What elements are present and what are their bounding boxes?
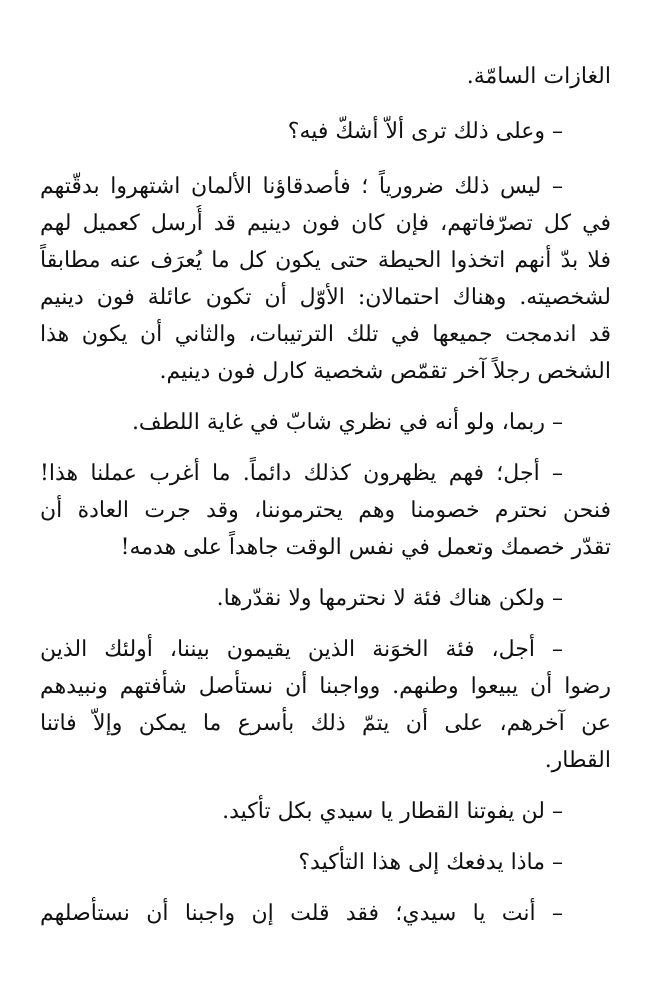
text-line: – أجل؛ فهم يظهرون كذلك دائماً. ما أغرب عملنا هذا! (40, 461, 563, 486)
text-line: القطار. (544, 748, 611, 773)
paragraph-9 (40, 844, 611, 881)
text-line: فلا بدّ أنهم اتخذوا الحيطة حتى يكون كل ما يُعرَف عنه مطابقاً (40, 248, 611, 273)
paragraph-8 (40, 793, 611, 830)
text-line: عن آخرهم، على أن يتمّ ذلك بأسرع ما يمكن وإلاّ فاتنا (40, 711, 611, 736)
text-line: – ماذا يدفعك إلى هذا التأكيد؟ (298, 850, 563, 875)
paragraph-1 (40, 58, 611, 95)
text-line: فنحن نحترم خصومنا وهم يحترموننا، وقد جرت العادة أن (40, 498, 611, 523)
paragraph-10 (40, 895, 611, 932)
text-line: في كل تصرّفاتهم، فإن كان فون دينيم قد أُرسل كعميل لهم (40, 211, 611, 236)
paragraph-3 (40, 168, 611, 390)
text-line: – لن يفوتنا القطار يا سيدي بكل تأكيد. (222, 799, 563, 824)
text-line: الغازات السامّة. (466, 64, 611, 89)
text-line: – ولكن هناك فئة لا نحترمها ولا نقدّرها. (216, 586, 563, 611)
paragraph-7 (40, 631, 611, 779)
paragraph-6 (40, 580, 611, 617)
paragraph-2 (40, 113, 611, 150)
text-line: رضوا أن يبيعوا وطنهم. وواجبنا أن نستأصل شأفتهم ونبيدهم (40, 674, 611, 699)
text-line: تقدّر خصمك وتعمل في نفس الوقت جاهداً على هدمه! (120, 535, 611, 560)
text-line: قد اندمجت جميعها في تلك الترتيبات، والثاني أن يكون هذا (40, 322, 611, 347)
paragraph-4 (40, 404, 611, 441)
text-line: لشخصيته. وهناك احتمالان: الأوّل أن تكون عائلة فون دينيم (40, 285, 611, 310)
paragraph-5 (40, 455, 611, 566)
text-line: الشخص رجلاً آخر تقمّص شخصية كارل فون دينيم. (159, 359, 611, 384)
text-line: – أجل، فئة الخوَنة الذين يقيمون بيننا، أولئك الذين (40, 637, 563, 662)
text-line: – أنت يا سيدي؛ فقد قلت إن واجبنا أن نستأصلهم (40, 901, 563, 926)
text-line: – ليس ذلك ضرورياً ؛ فأصدقاؤنا الألمان اشتهروا بدقّتهم (40, 174, 563, 199)
text-line: – ربما، ولو أنه في نظري شابّ في غاية اللطف. (131, 410, 563, 435)
text-line: – وعلى ذلك ترى ألاّ أشكّ فيه؟ (287, 119, 563, 144)
